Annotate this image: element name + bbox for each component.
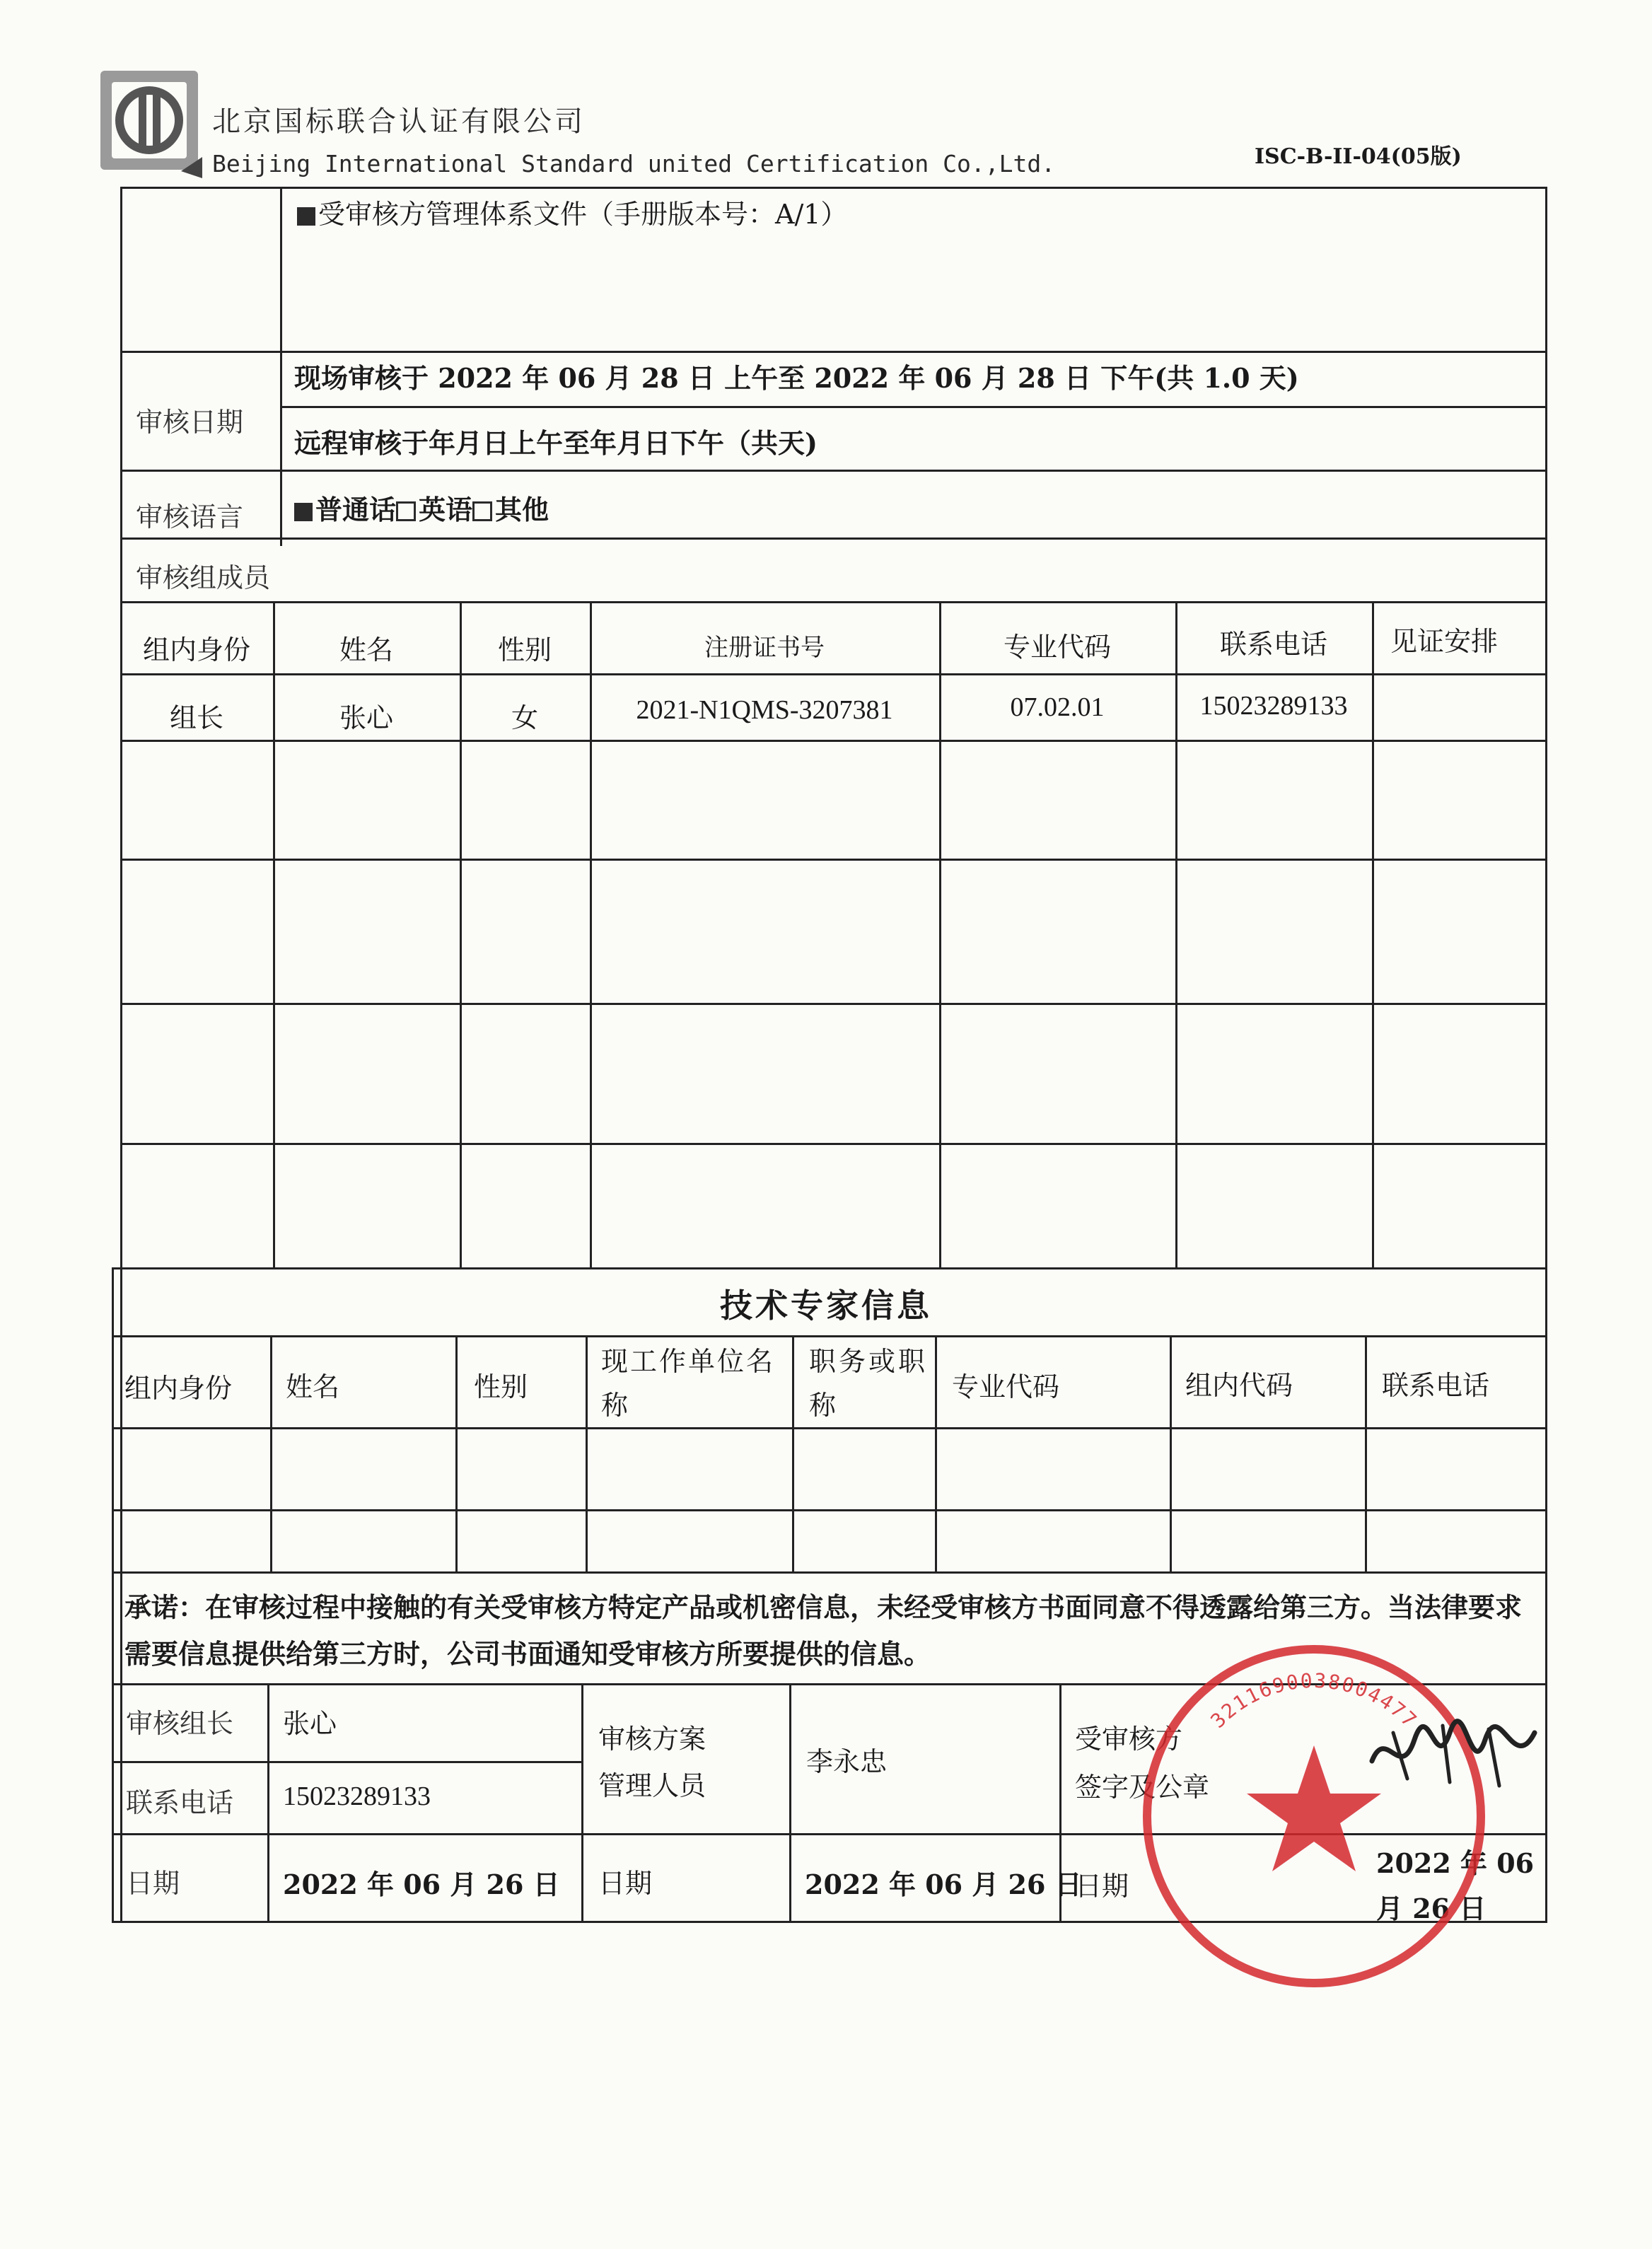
company-logo	[96, 65, 202, 178]
expert-col-name: 姓名	[286, 1371, 340, 1402]
plan-manager-name: 李永忠	[806, 1746, 888, 1777]
remote-audit-date: 远程审核于年月日上午至年月日下午（共天)	[294, 427, 818, 459]
team-col-role: 组内身份	[142, 634, 251, 666]
expert-col-title: 职务或职称	[809, 1346, 929, 1421]
team-row-specialty-code: 07.02.01	[1010, 692, 1105, 722]
checkbox-empty-icon	[396, 501, 416, 521]
expert-col-group-code: 组内代码	[1185, 1370, 1293, 1401]
experts-title: 技术专家信息	[720, 1286, 932, 1325]
checkbox-checked-icon	[297, 207, 315, 226]
leader-name: 张心	[283, 1708, 337, 1739]
date-label-2: 日期	[598, 1868, 653, 1899]
date-label-3: 日期	[1075, 1871, 1129, 1902]
expert-col-specialty-code: 专业代码	[952, 1371, 1060, 1402]
expert-col-phone: 联系电话	[1382, 1370, 1490, 1401]
company-name-cn: 北京国标联合认证有限公司	[212, 105, 586, 138]
auditee-label-2: 签字及公章	[1075, 1772, 1210, 1803]
onsite-audit-date: 现场审核于 2022 年 06 月 28 日 上午至 2022 年 06 月 28 日 下午(共 1.0 天)	[294, 362, 1299, 394]
handwritten-signature	[1365, 1712, 1549, 1796]
audit-language-label: 审核语言	[136, 501, 244, 533]
leader-label: 审核组长	[126, 1708, 234, 1739]
auditee-label-1: 受审核方	[1075, 1724, 1183, 1755]
date-3-line1: 2022 年 06	[1376, 1847, 1535, 1879]
confidentiality-promise: 承诺：在审核过程中接触的有关受审核方特定产品或机密信息，未经受审核方书面同意不得透露给第三方。当法律要求需要信息提供给第三方时，公司书面通知受审核方所要提供的信息。	[124, 1591, 1523, 1670]
date-3-line2: 月 26 日	[1376, 1893, 1487, 1924]
language-option-english: 英语	[419, 494, 473, 525]
team-col-name: 姓名	[339, 634, 394, 666]
expert-col-employer: 现工作单位名称	[601, 1346, 776, 1421]
docs-row-text: 受审核方管理体系文件（手册版本号：A/1）	[318, 199, 848, 230]
date-1: 2022 年 06 月 26 日	[283, 1869, 560, 1900]
expert-col-role: 组内身份	[124, 1373, 233, 1404]
date-label-1: 日期	[126, 1868, 180, 1899]
audit-language-options	[294, 488, 549, 527]
team-col-specialty-code: 专业代码	[1003, 632, 1112, 663]
date-2: 2022 年 06 月 26 日	[805, 1869, 1082, 1900]
expert-col-gender: 性别	[474, 1371, 528, 1402]
plan-manager-label-2: 管理人员	[598, 1770, 706, 1801]
team-col-witness: 见证安排	[1390, 626, 1499, 657]
form-code: ISC-B-II-04(05版)	[1255, 144, 1462, 169]
company-name-en: Beijing International Standard united Certification Co.,Ltd.	[212, 150, 1056, 178]
language-option-mandarin: 普通话	[315, 494, 397, 525]
docs-row	[297, 192, 847, 231]
team-col-cert-no: 注册证书号	[704, 634, 825, 662]
phone-label: 联系电话	[126, 1787, 234, 1818]
team-row-name: 张心	[339, 702, 394, 733]
leader-phone: 15023289133	[283, 1782, 431, 1811]
team-members-label: 审核组成员	[136, 562, 271, 593]
language-option-other: 其他	[495, 494, 549, 525]
team-col-gender: 性别	[497, 634, 552, 666]
team-row-phone: 15023289133	[1199, 691, 1348, 721]
checkbox-checked-icon	[294, 503, 313, 521]
company-seal	[1130, 1639, 1498, 1993]
team-row-gender: 女	[511, 702, 539, 733]
team-row-role: 组长	[169, 702, 224, 733]
team-row-cert-no: 2021-N1QMS-3207381	[636, 695, 893, 725]
team-col-phone: 联系电话	[1219, 629, 1328, 660]
seal-number: 3211690038004477	[1206, 1668, 1422, 1733]
plan-manager-label-1: 审核方案	[598, 1724, 706, 1755]
audit-date-label: 审核日期	[136, 407, 244, 438]
checkbox-empty-icon	[472, 501, 492, 521]
